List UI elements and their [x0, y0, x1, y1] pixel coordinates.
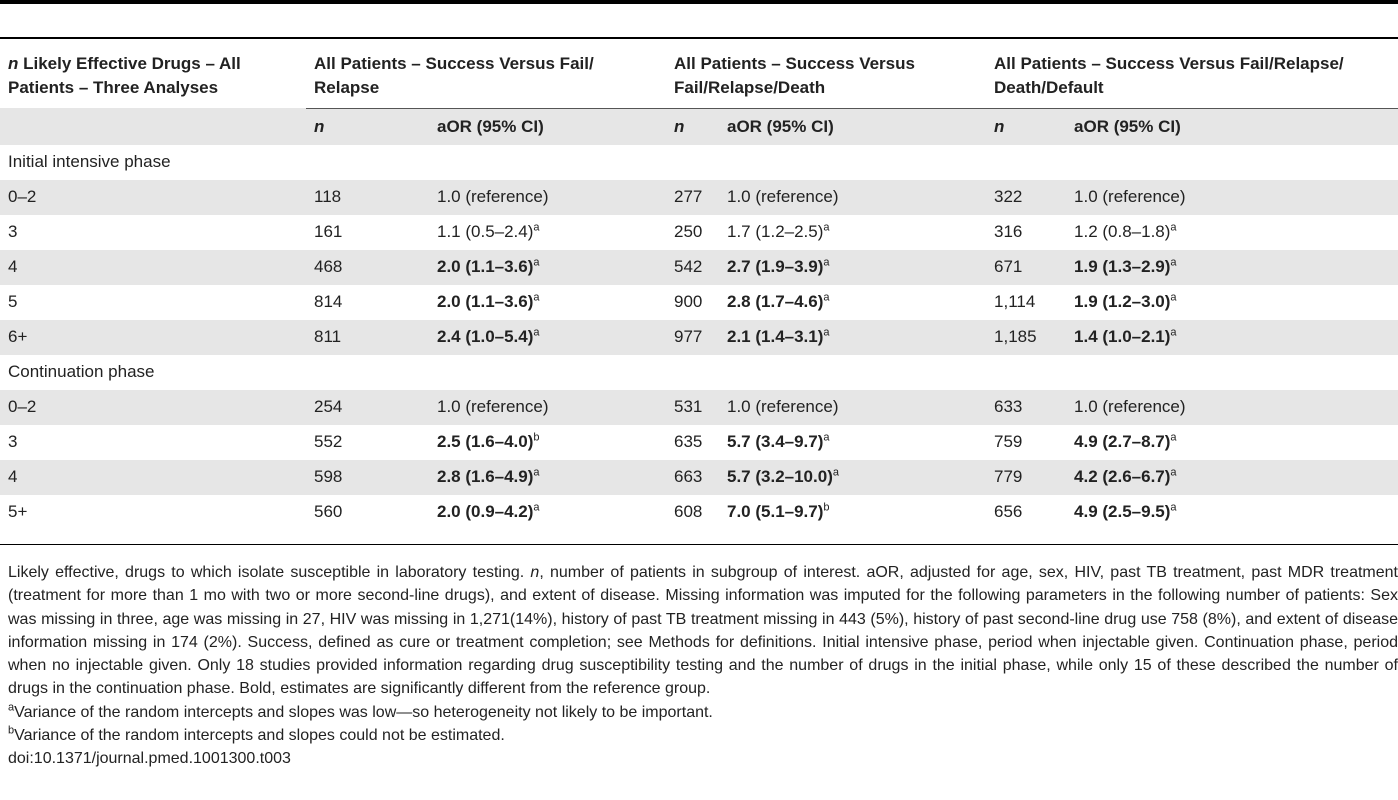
section-row: [0, 355, 1398, 390]
footnote-marker: a: [823, 326, 830, 339]
n-cell: 118: [306, 180, 437, 215]
aor-cell: [1074, 285, 1398, 320]
aor-value: 5.7 (3.2–10.0): [727, 467, 833, 486]
aor-value: 2.0 (0.9–4.2): [437, 502, 534, 521]
aor-cell: [1074, 390, 1398, 425]
group-header-1: All Patients – Success Versus Fail/ Relapse: [306, 45, 658, 108]
n-cell: 671: [978, 250, 1074, 285]
table-top-rule: [0, 37, 1398, 39]
aor-value: 1.0 (reference): [1074, 187, 1186, 206]
group-header-2: All Patients – Success Versus Fail/Relapse/Death: [658, 45, 978, 108]
aor-value: 4.9 (2.5–9.5): [1074, 502, 1171, 521]
row-label: 5+: [8, 502, 28, 521]
table-bottom-rule: [0, 544, 1398, 545]
footnote-marker: a: [533, 501, 540, 514]
n-cell: 779: [978, 460, 1074, 495]
aor-column-header: aOR (95% CI): [437, 108, 658, 145]
n-column-header: n: [658, 108, 727, 145]
table-row: [0, 215, 1398, 250]
footnote-paragraph: Likely effective, drugs to which isolate susceptible in laboratory testing. n, number of patients in subgroup of interest. aOR, adjusted for age, sex, HIV, past TB treatment, past MDR treatment (treatment for more than 1 mo with two or more second-line drugs), and extent of disease. Missing information was imputed for the following parameters in the following number of patients: Sex was missing in three, age was missing in 27, HIV was missing in 1,271(14%), history of past TB treatment missing in 443 (5%), history of past second-line drug use 758 (8%), and extent of disease information missing in 174 (2%). Success, defined as cure or treatment completion; see Methods for definitions. Initial intensive phase, period when injectable given. Continuation phase, period when no injectable given. Only 18 studies provided information regarding drug susceptibility testing and the number of drugs in the initial phase, while only 15 of these described the number of drugs in the continuation phase. Bold, estimates are significantly different from the reference group.: [8, 564, 1398, 698]
footnote-b: $^b$Variance of the random intercepts and slopes could not be estimated.: [8, 724, 505, 745]
aor-value: 2.5 (1.6–4.0): [437, 432, 534, 451]
aor-value: 1.2 (0.8–1.8): [1074, 222, 1171, 241]
aor-value: 1.0 (reference): [437, 397, 549, 416]
aor-cell: [1074, 215, 1398, 250]
section-title: Initial intensive phase: [8, 152, 171, 171]
aor-value: 2.1 (1.4–3.1): [727, 327, 824, 346]
section-row: [0, 145, 1398, 180]
aor-value: 1.0 (reference): [727, 187, 839, 206]
footnote-a: $^a$Variance of the random intercepts and slopes was low—so heterogeneity not likely to be important.: [8, 701, 713, 721]
footnote-marker: a: [1170, 466, 1177, 479]
aor-cell: [1074, 250, 1398, 285]
table-row: [0, 460, 1398, 495]
n-cell: 1,185: [978, 320, 1074, 355]
aor-cell: [727, 460, 978, 495]
n-cell: 633: [978, 390, 1074, 425]
footnote-marker: a: [823, 291, 830, 304]
n-cell: 811: [306, 320, 437, 355]
table-row: [0, 425, 1398, 460]
aor-cell: [1074, 180, 1398, 215]
footnote-marker: a: [1170, 291, 1177, 304]
footnote-marker: a: [533, 326, 540, 339]
header-row: [0, 45, 1398, 108]
aor-value: 4.9 (2.7–8.7): [1074, 432, 1171, 451]
top-border: [0, 0, 1398, 4]
aor-cell: [437, 460, 658, 495]
n-cell: 542: [658, 250, 727, 285]
n-cell: 254: [306, 390, 437, 425]
n-cell: 608: [674, 502, 703, 521]
aor-cell: [1074, 425, 1398, 460]
aor-cell: [437, 425, 658, 460]
row-label: 6+: [0, 320, 306, 355]
table-row: [0, 285, 1398, 320]
doi-text: doi:10.1371/journal.pmed.1001300.t003: [8, 750, 291, 768]
aor-value: 1.1 (0.5–2.4): [437, 222, 534, 241]
n-cell: 468: [306, 250, 437, 285]
aor-value: 5.7 (3.4–9.7): [727, 432, 824, 451]
aor-value: 2.4 (1.0–5.4): [437, 327, 534, 346]
n-cell: 977: [658, 320, 727, 355]
aor-value: 2.0 (1.1–3.6): [437, 292, 534, 311]
subheader-row: [0, 108, 1398, 145]
footnote-marker: a: [823, 431, 830, 444]
aor-value: 2.8 (1.7–4.6): [727, 292, 824, 311]
n-cell: 552: [314, 432, 343, 451]
footnote-marker: a: [1170, 256, 1177, 269]
footnote-marker: b: [533, 431, 540, 444]
aor-column-header: aOR (95% CI): [727, 108, 978, 145]
footnote-marker: a: [533, 256, 540, 269]
aor-cell: [437, 495, 658, 530]
aor-value: 1.9 (1.3–2.9): [1074, 257, 1171, 276]
n-cell: 277: [658, 180, 727, 215]
row-label: 5: [8, 292, 18, 311]
aor-cell: [437, 180, 658, 215]
footnote-marker: a: [533, 221, 540, 234]
n-cell: 161: [314, 222, 343, 241]
aor-cell: [437, 250, 658, 285]
row-label: 4: [0, 460, 306, 495]
group-header-3: All Patients – Success Versus Fail/Relapse/ Death/Default: [978, 45, 1398, 108]
footnote-marker: a: [533, 466, 540, 479]
row-label-header: n Likely Effective Drugs – All Patients – Three Analyses: [8, 54, 241, 97]
aor-value: 1.7 (1.2–2.5): [727, 222, 824, 241]
n-cell: 560: [314, 502, 343, 521]
n-cell: 663: [658, 460, 727, 495]
aor-value: 1.4 (1.0–2.1): [1074, 327, 1171, 346]
n-column-header: n: [306, 108, 437, 145]
n-cell: 250: [674, 222, 703, 241]
section-title: Continuation phase: [8, 362, 155, 381]
aor-cell: [1074, 320, 1398, 355]
row-label: 3: [8, 222, 18, 241]
n-cell: 316: [994, 222, 1023, 241]
aor-cell: [727, 250, 978, 285]
aor-cell: [727, 425, 978, 460]
n-cell: 759: [994, 432, 1023, 451]
aor-cell: [727, 285, 978, 320]
row-label: 0–2: [0, 390, 306, 425]
aor-cell: [437, 390, 658, 425]
row-label: 3: [8, 432, 18, 451]
table-row: [0, 320, 1398, 355]
aor-cell: [727, 495, 978, 530]
n-column-header: n: [978, 108, 1074, 145]
aor-value: 2.7 (1.9–3.9): [727, 257, 824, 276]
aor-cell: [437, 320, 658, 355]
aor-cell: [727, 390, 978, 425]
aor-value: 1.9 (1.2–3.0): [1074, 292, 1171, 311]
footnote-marker: a: [1170, 431, 1177, 444]
footnote-marker: a: [823, 256, 830, 269]
table-row: [0, 250, 1398, 285]
aor-value: 1.0 (reference): [437, 187, 549, 206]
aor-cell: [437, 285, 658, 320]
n-cell: 598: [306, 460, 437, 495]
table-row: [0, 495, 1398, 530]
footnote-marker: b: [823, 501, 830, 514]
footnote-marker: a: [533, 291, 540, 304]
row-label: 0–2: [0, 180, 306, 215]
aor-value: 1.0 (reference): [1074, 397, 1186, 416]
footnote-marker: a: [1170, 221, 1177, 234]
table-row: [0, 390, 1398, 425]
row-label: 4: [0, 250, 306, 285]
table-footnotes: [8, 561, 1398, 771]
n-cell: 531: [658, 390, 727, 425]
results-table: [0, 45, 1398, 530]
aor-cell: [727, 180, 978, 215]
aor-cell: [1074, 495, 1398, 530]
aor-cell: [727, 215, 978, 250]
footnote-marker: a: [832, 466, 839, 479]
aor-value: 2.8 (1.6–4.9): [437, 467, 534, 486]
table-row: [0, 180, 1398, 215]
footnote-marker: a: [1170, 326, 1177, 339]
aor-value: 4.2 (2.6–6.7): [1074, 467, 1171, 486]
aor-value: 2.0 (1.1–3.6): [437, 257, 534, 276]
n-cell: 814: [314, 292, 343, 311]
aor-value: 7.0 (5.1–9.7): [727, 502, 824, 521]
footnote-marker: a: [823, 221, 830, 234]
aor-value: 1.0 (reference): [727, 397, 839, 416]
n-cell: 900: [674, 292, 703, 311]
aor-cell: [437, 215, 658, 250]
n-cell: 656: [994, 502, 1023, 521]
n-cell: 1,114: [994, 292, 1036, 311]
footnote-marker: a: [1170, 501, 1177, 514]
aor-cell: [727, 320, 978, 355]
n-cell: 322: [978, 180, 1074, 215]
n-cell: 635: [674, 432, 703, 451]
aor-cell: [1074, 460, 1398, 495]
aor-column-header: aOR (95% CI): [1074, 108, 1398, 145]
